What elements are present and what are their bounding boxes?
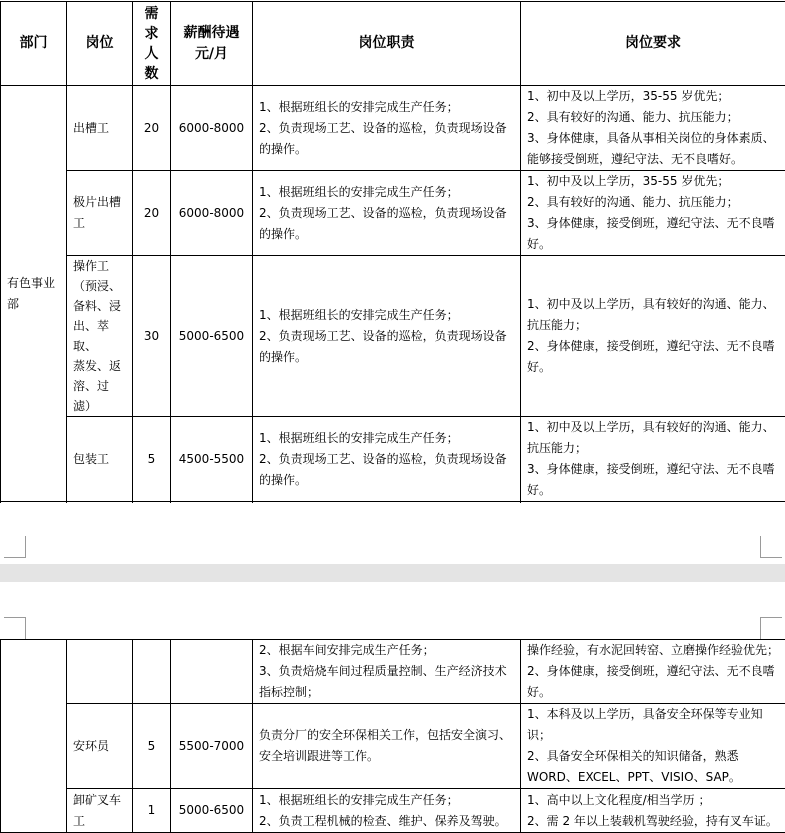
- req-cell: 1、本科及以上学历，具备安全环保等专业知识； 2、具备安全环保相关的知识储备，熟悉 WORD、EXCEL、PPT、VISIO、SAP。: [521, 704, 785, 789]
- recruitment-table-page-2: [0, 639, 785, 833]
- duty-cell: 1、根据班组长的安排完成生产任务； 2、负责现场工艺、设备的巡检，负责现场设备的操作。: [253, 417, 521, 502]
- req-cell: 1、初中及以上学历，具有较好的沟通、能力、抗压能力； 3、身体健康，接受倒班，遵纪守法、无不良嗜好。: [521, 417, 785, 502]
- page-separator: [0, 564, 785, 582]
- salary-cell: 5000-6500: [171, 789, 253, 833]
- page-corner-mark: [760, 617, 782, 639]
- req-cell: 1、初中及以上学历，35-55 岁优先； 2、具有较好的沟通、能力、抗压能力； 3、身体健康，接受倒班，遵纪守法、无不良嗜好。: [521, 171, 785, 256]
- post-cell: 卸矿叉车 工: [67, 789, 133, 833]
- count-cell: 5: [133, 704, 171, 789]
- req-cell: 1、高中以上文化程度/相当学历 ； 2、需 2 年以上装载机驾驶经验，持有叉车证。: [521, 789, 785, 833]
- salary-cell: 6000-8000: [171, 86, 253, 171]
- page-corner-mark: [4, 617, 26, 639]
- duty-cell: 1、根据班组长的安排完成生产任务； 2、负责现场工艺、设备的巡检，负责现场设备的操作。: [253, 171, 521, 256]
- duty-cell: 2、根据车间安排完成生产任务； 3、负责焙烧车间过程质量控制、生产经济技术指标控制；: [253, 640, 521, 704]
- header-post: 岗位: [67, 2, 133, 86]
- post-cell: 安环员: [67, 704, 133, 789]
- dept-cell: 有色事业 部: [1, 86, 67, 502]
- salary-cell: [171, 640, 253, 704]
- salary-cell: 5500-7000: [171, 704, 253, 789]
- table-row: [1, 640, 785, 704]
- salary-cell: 5000-6500: [171, 256, 253, 417]
- salary-cell: 4500-5500: [171, 417, 253, 502]
- dept-cell-continued: [1, 640, 67, 833]
- header-row: [1, 2, 785, 86]
- table-row: [1, 86, 785, 171]
- table-row: [1, 171, 785, 256]
- duty-cell: 1、根据班组长的安排完成生产任务； 2、负责现场工艺、设备的巡检，负责现场设备的操作。: [253, 86, 521, 171]
- count-cell: 20: [133, 171, 171, 256]
- page-corner-mark: [4, 536, 26, 558]
- header-count: 需 求 人 数: [133, 2, 171, 86]
- table-row: [1, 704, 785, 789]
- post-cell: 出槽工: [67, 86, 133, 171]
- count-cell: 20: [133, 86, 171, 171]
- post-cell: 操作工 （预浸、 备料、浸 出、萃取、 蒸发、返 溶、过滤）: [67, 256, 133, 417]
- header-dept: 部门: [1, 2, 67, 86]
- header-salary: 薪酬待遇 元/月: [171, 2, 253, 86]
- duty-cell: 1、根据班组长的安排完成生产任务； 2、负责现场工艺、设备的巡检，负责现场设备的操作。: [253, 256, 521, 417]
- salary-cell: 6000-8000: [171, 171, 253, 256]
- post-cell: [67, 640, 133, 704]
- duty-cell: 负责分厂的安全环保相关工作，包括安全演习、安全培训跟进等工作。: [253, 704, 521, 789]
- header-duty: 岗位职责: [253, 2, 521, 86]
- page-corner-mark: [760, 536, 782, 558]
- req-cell: 1、初中及以上学历，35-55 岁优先； 2、具有较好的沟通、能力、抗压能力； 3、身体健康，具备从事相关岗位的身体素质、能够接受倒班，遵纪守法、无不良嗜好。: [521, 86, 785, 171]
- req-cell: 操作经验，有水泥回转窑、立磨操作经验优先； 2、身体健康，接受倒班，遵纪守法、无不良嗜好。: [521, 640, 785, 704]
- count-cell: [133, 640, 171, 704]
- table-row: [1, 417, 785, 502]
- count-cell: 1: [133, 789, 171, 833]
- req-cell: 1、初中及以上学历，具有较好的沟通、能力、抗压能力； 2、身体健康，接受倒班，遵纪守法、无不良嗜好。: [521, 256, 785, 417]
- header-req: 岗位要求: [521, 2, 785, 86]
- table-row: [1, 256, 785, 417]
- post-cell: 极片出槽 工: [67, 171, 133, 256]
- count-cell: 5: [133, 417, 171, 502]
- count-cell: 30: [133, 256, 171, 417]
- recruitment-table-page-1: [0, 1, 785, 567]
- duty-cell: 1、根据班组长的安排完成生产任务； 2、负责工程机械的检查、维护、保养及驾驶。: [253, 789, 521, 833]
- post-cell: 包装工: [67, 417, 133, 502]
